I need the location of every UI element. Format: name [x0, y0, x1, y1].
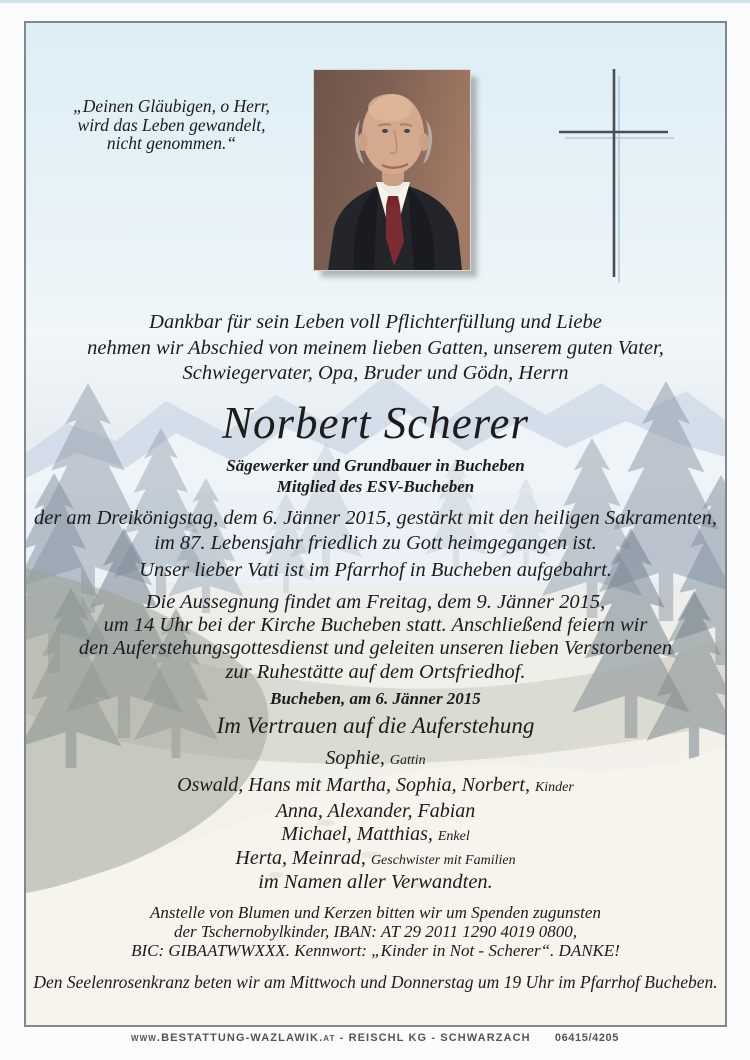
memorial-cross-icon — [553, 67, 678, 287]
service-line: zur Ruhestätte auf dem Ortsfriedhof. — [225, 660, 526, 683]
service-line: den Auferstehungsgottesdienst und geleiten unseren lieben Verstorbenen — [78, 637, 673, 660]
mourner-row — [26, 774, 725, 799]
funeral-home-name: www.BESTATTUNG-WAZLAWIK.at - REISCHL KG - SCHWARZACH — [130, 1032, 531, 1044]
mourner-names: Oswald, Hans mit Martha, Sophia, Norbert, — [177, 774, 530, 796]
intro-line: Schwiegervater, Opa, Bruder und Gödn, Herrn — [182, 362, 569, 384]
quote-line: wird das Leben gewandelt, — [77, 114, 266, 135]
quote-line: nicht genommen.“ — [106, 133, 237, 153]
mourner-role: Geschwister mit Familien — [370, 853, 516, 868]
funeral-home-phone: 06415/4205 — [554, 1032, 619, 1044]
farewell-intro — [26, 310, 725, 387]
mourner-names: Sophie, — [325, 747, 385, 769]
place-date-line: Bucheben, am 6. Jänner 2015 — [270, 689, 481, 708]
mourner-row — [26, 823, 725, 848]
quote-line: „Deinen Gläubigen, o Herr, — [73, 96, 270, 116]
rosary-note: Den Seelenrosenkranz beten wir am Mittwoch und Donnerstag um 19 Uhr im Pfarrhof Bucheben. — [33, 972, 718, 992]
repose-note: Unser lieber Vati ist im Pfarrhof in Bucheben aufgebahrt. — [139, 559, 612, 581]
passing-line: der am Dreikönigstag, dem 6. Jänner 2015, gestärkt mit den heiligen Sakramenten, — [33, 507, 718, 529]
passing-line: im 87. Lebensjahr friedlich zu Gott heimgegangen ist. — [154, 531, 597, 554]
passing-statement — [26, 506, 725, 555]
mourner-names: Michael, Matthias, — [281, 823, 433, 845]
mourner-names: Anna, Alexander, Fabian — [275, 800, 476, 822]
memorial-quote — [44, 97, 299, 153]
mourner-role: Gattin — [389, 753, 426, 768]
service-line: um 14 Uhr bei der Kirche Bucheben statt. Anschließend feiern wir — [103, 614, 648, 637]
donation-line: der Tschernobylkinder, IBAN: AT 29 2011 1290 4019 0800, — [174, 921, 577, 941]
donation-request — [26, 904, 725, 960]
obituary-card — [24, 21, 727, 1027]
donation-line: BIC: GIBAATWWXXX. Kennwort: „Kinder in Not - Scherer“. DANKE! — [131, 940, 620, 960]
funeral-home-footer — [0, 1032, 750, 1044]
service-line: Die Aussegnung findet am Freitag, dem 9. Jänner 2015, — [145, 591, 606, 613]
mourner-row — [26, 747, 725, 772]
mourner-row — [26, 847, 725, 872]
donation-line: Anstelle von Blumen und Kerzen bitten wir um Spenden zugunsten — [150, 903, 601, 922]
portrait-photo — [314, 70, 470, 270]
subtitle-line: Mitglied des ESV-Bucheben — [276, 476, 475, 496]
mourners-closing: im Namen aller Verwandten. — [258, 871, 493, 893]
mourner-role: Kinder — [534, 780, 574, 795]
trust-heading: Im Vertrauen auf die Auferstehung — [216, 713, 535, 738]
deceased-subtitle — [26, 456, 725, 497]
intro-line: nehmen wir Abschied von meinem lieben Gatten, unserem guten Vater, — [87, 336, 664, 359]
portrait-illustration — [314, 70, 470, 270]
mourner-names: Herta, Meinrad, — [235, 847, 366, 869]
subtitle-line: Sägewerker und Grundbauer in Bucheben — [226, 456, 525, 475]
mourner-row — [26, 800, 725, 825]
mourner-role: Enkel — [437, 829, 470, 844]
deceased-name: Norbert Scherer — [221, 398, 530, 448]
intro-line: Dankbar für sein Leben voll Pflichterfüllung und Liebe — [149, 311, 602, 333]
funeral-service-details — [26, 591, 725, 684]
